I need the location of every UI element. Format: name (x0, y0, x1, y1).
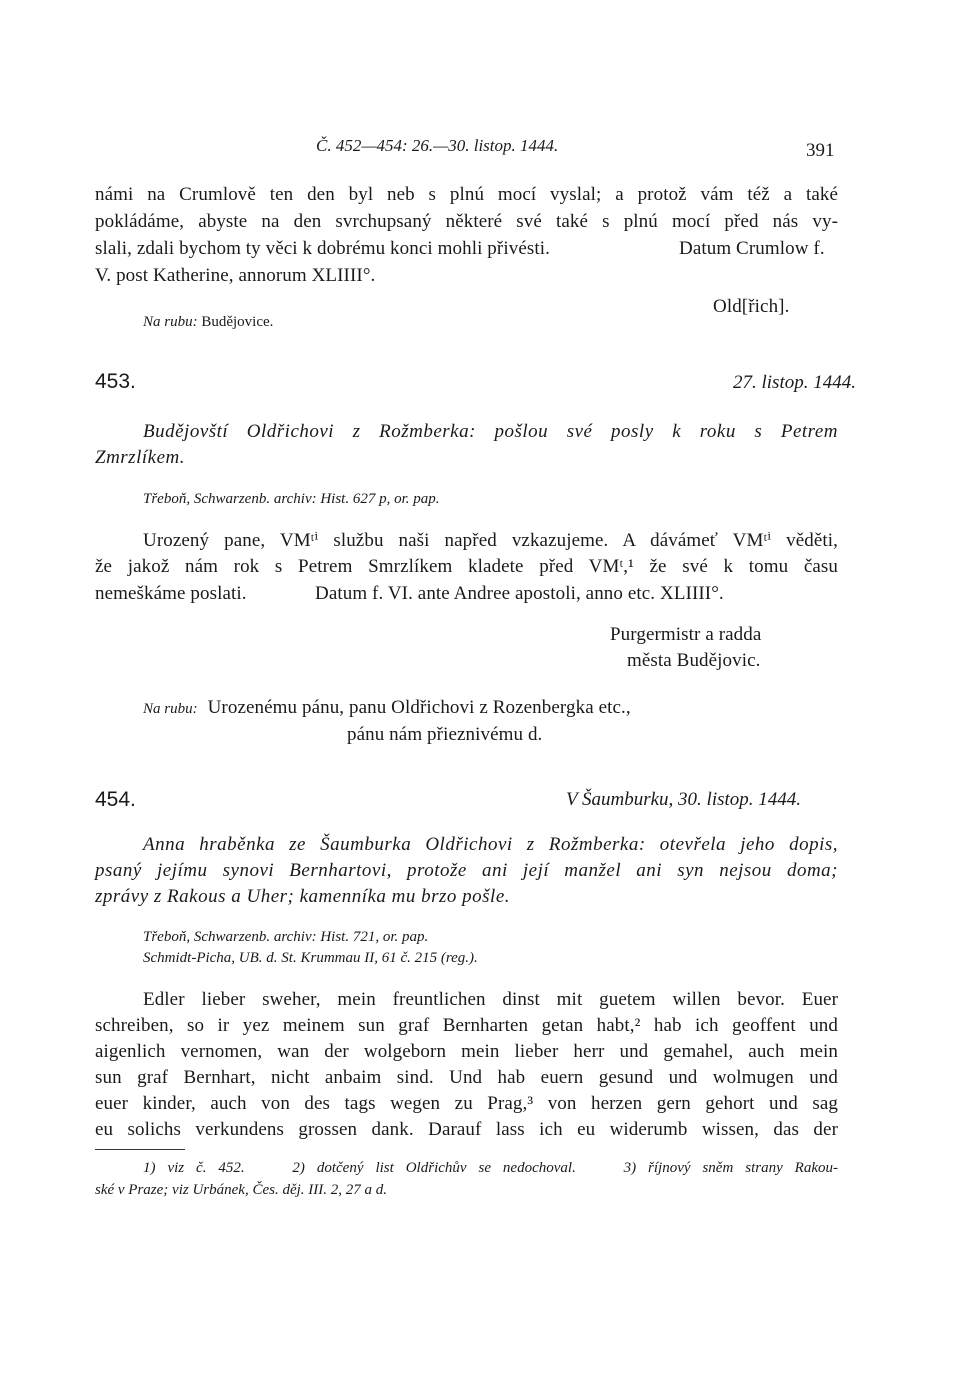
entry-454-text-line-1: Edler lieber sweher, mein freuntlichen dinst mit guetem willen bevor. Euer (143, 989, 838, 1010)
letter-452-line-4: V. post Katherine, annorum XLIIII°. (95, 265, 376, 286)
endorsement-line-1: Urozenému pánu, panu Oldřichovi z Rozenbergka etc., (207, 697, 631, 718)
entry-453-number: 453. (95, 370, 136, 393)
entry-454-summary-line-1: Anna hraběnka ze Šaumburka Oldřichovi z Rožmberka: otevřela jeho dopis, (143, 834, 838, 855)
footnote-line-1: 1) viz č. 452. 2) dotčený list Oldřichův se nedochoval. 3) říjnový sněm strany Rakou- (143, 1160, 838, 1176)
footnote-rule (95, 1149, 185, 1150)
entry-453-endorsement (143, 697, 631, 719)
entry-453-signature-line-2: města Budějovic. (627, 650, 761, 671)
endorsement-label: Na rubu: (143, 701, 198, 717)
endorsement-text: Budějovice. (201, 314, 274, 330)
entry-454-number: 454. (95, 788, 136, 811)
page-number: 391 (806, 140, 835, 161)
entry-453-source: Třeboň, Schwarzenb. archiv: Hist. 627 p, or. pap. (143, 491, 440, 507)
letter-452-line-3: slali, zdali bychom ty věci k dobrému konci mohli přivésti. (95, 238, 550, 259)
endorsement-label: Na rubu: (143, 314, 198, 330)
entry-453-summary-line-2: Zmrzlíkem. (95, 447, 185, 468)
entry-454-text-line-4: sun graf Bernhart, nicht anbaim sind. Und hab euern gesund und wolmugen und (95, 1067, 838, 1088)
letter-452-line-2: pokládáme, abyste na den svrchupsaný některé své také s plnú mocí před nás vy- (95, 211, 838, 232)
entry-453-text-line-2: že jakož nám rok s Petrem Smrzlíkem kladete před VMᵗ,¹ že své k tomu času (95, 556, 838, 577)
entry-454-summary-line-3: zprávy z Rakous a Uher; kamenníka mu brzo pošle. (95, 886, 511, 907)
entry-453-signature-line-1: Purgermistr a radda (610, 624, 762, 645)
entry-453-text-line-3: nemeškáme poslati. (95, 583, 247, 604)
letter-452-signature: Old[řich]. (713, 296, 790, 317)
letter-452-endorsement (143, 314, 273, 331)
entry-454-summary-line-2: psaný jejímu synovi Bernhartovi, protože ani její manžel ani syn nejsou doma; (95, 860, 838, 881)
letter-452-line-1: námi na Crumlově ten den byl neb s plnú mocí vyslal; a protož vám též a také (95, 184, 838, 205)
entry-453-endorsement-line-2: pánu nám přieznivému d. (347, 724, 543, 745)
entry-453-summary-line-1: Budějovští Oldřichovi z Rožmberka: pošlou své posly k roku s Petrem (143, 421, 838, 442)
entry-454-source-2: Schmidt-Picha, UB. d. St. Krummau II, 61 č. 215 (reg.). (143, 950, 478, 966)
entry-454-text-line-6: eu solichs verkundens grossen dank. Darauf lass ich eu widerumb wissen, das der (95, 1119, 838, 1140)
entry-454-text-line-2: schreiben, so ir yez meinem sun graf Bernharten getan habt,² hab ich geoffent und (95, 1015, 838, 1036)
entry-454-date: V Šaumburku, 30. listop. 1444. (566, 789, 802, 810)
entry-453-text-line-1: Urozený pane, VMᵗⁱ službu naši napřed vzkazujeme. A dávámeť VMᵗⁱ věděti, (143, 530, 838, 551)
footnote-line-2: ské v Praze; viz Urbánek, Čes. děj. III. 2, 27 a d. (95, 1182, 388, 1198)
running-head-title: Č. 452—454: 26.—30. listop. 1444. (316, 136, 559, 155)
entry-454-source-1: Třeboň, Schwarzenb. archiv: Hist. 721, or. pap. (143, 929, 429, 945)
entry-454-text-line-3: aigenlich vernomen, wan der wolgeborn mein lieber herr und gemahel, auch mein (95, 1041, 838, 1062)
entry-453-date: 27. listop. 1444. (733, 372, 856, 393)
entry-454-text-line-5: euer kinder, auch von des tags wegen zu Prag,³ von herzen gern gehort und sag (95, 1093, 838, 1114)
letter-452-datum: Datum Crumlow f. (679, 238, 825, 259)
entry-453-datum: Datum f. VI. ante Andree apostoli, anno etc. XLIIII°. (315, 583, 724, 604)
